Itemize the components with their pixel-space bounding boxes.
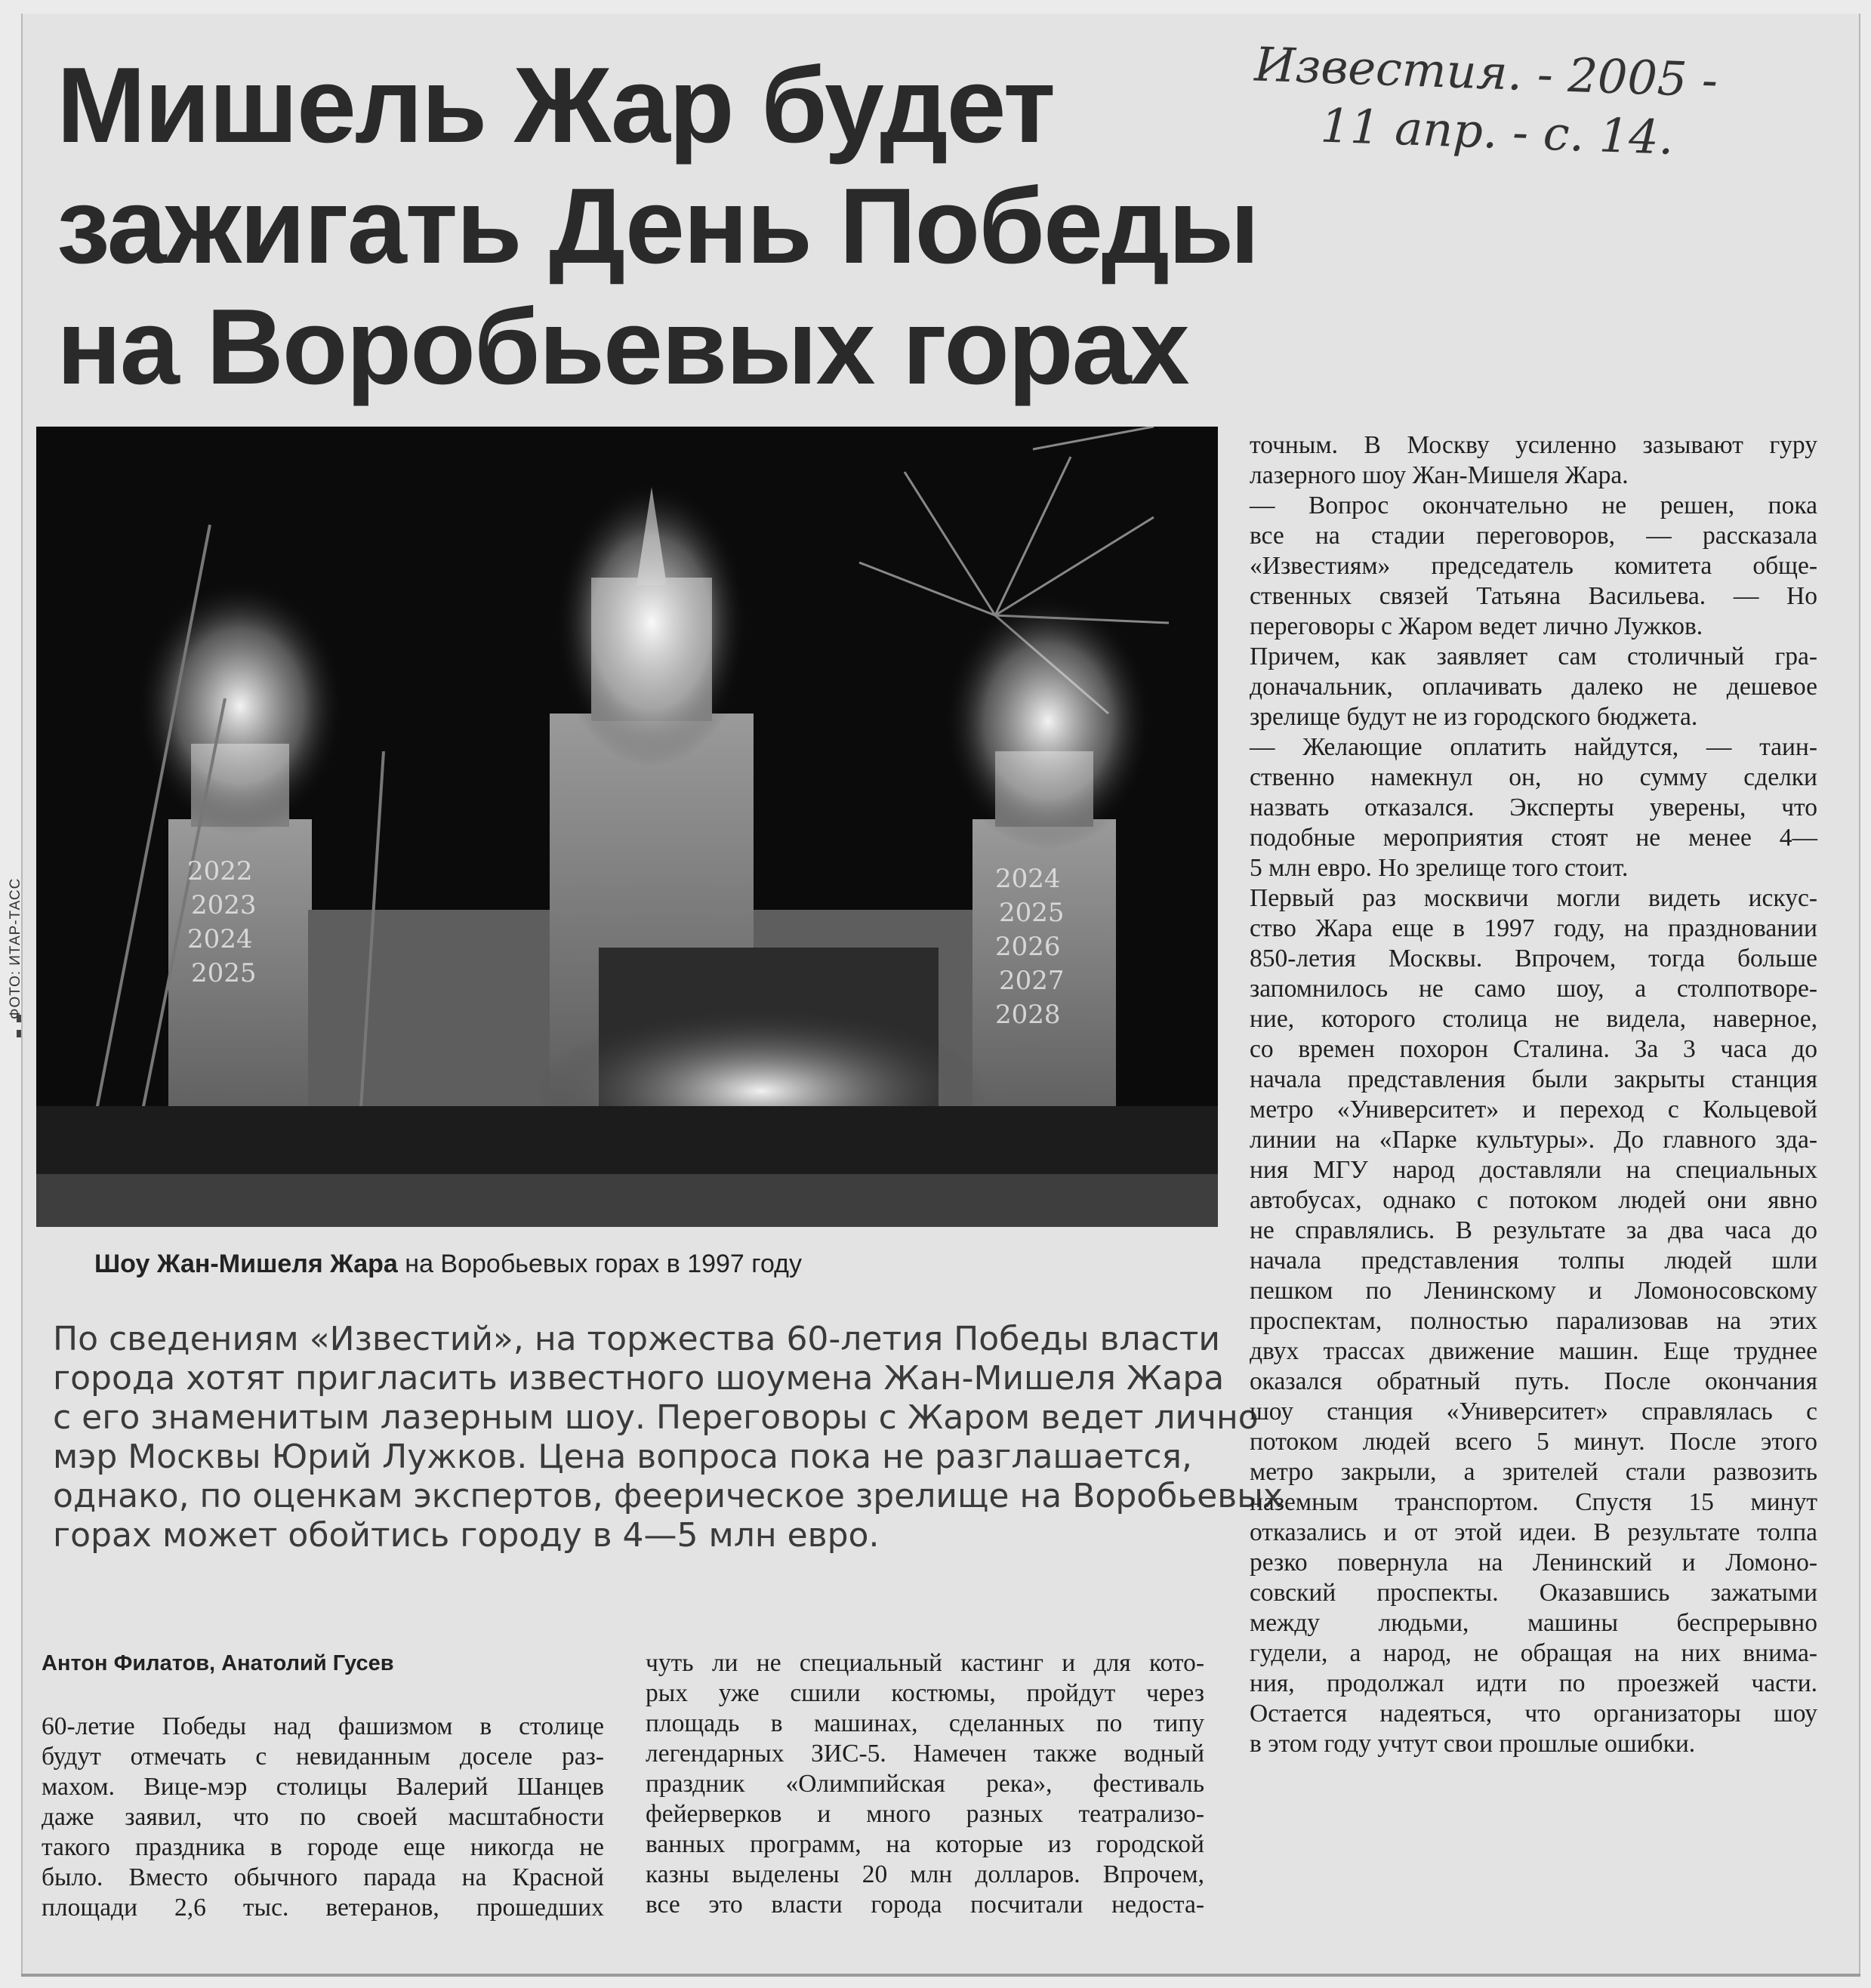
text-line: между людьми, машины беспрерывно	[1250, 1609, 1817, 1637]
text-line: ственно намекнул он, но сумму сделки	[1250, 763, 1817, 791]
text-line: легендарных ЗИС-5. Намечен также водный	[646, 1740, 1204, 1768]
text-line: метро закрыли, а зрителей стали развозить	[1250, 1458, 1817, 1486]
lead-line: горах может обойтись городу в 4—5 млн евро.	[53, 1516, 880, 1555]
text-line: ния МГУ народ доставляли на специальных	[1250, 1156, 1817, 1184]
text-line: доначальник, оплачивать далеко не дешевое	[1250, 673, 1817, 701]
text-line: «Известиям» председатель комитета обще-	[1250, 552, 1817, 580]
text-line: начала представления были закрыты станция	[1250, 1065, 1817, 1093]
text-line: совский проспекты. Оказавшись зажатыми	[1250, 1579, 1817, 1607]
projected-year: 2024	[187, 924, 253, 954]
column-left	[42, 1712, 604, 1923]
text-line: ство Жара еще в 1997 году, на праздновании	[1250, 914, 1817, 942]
caption-rest: на Воробьевых горах в 1997 году	[397, 1250, 802, 1278]
projected-year: 2022	[187, 856, 253, 886]
text-line: точным. В Москву усиленно зазывают гуру	[1250, 431, 1817, 459]
projected-year: 2028	[995, 1000, 1061, 1030]
text-line: Причем, как заявляет сам столичный гра-	[1250, 643, 1817, 670]
lead-line: По сведениям «Известий», на торжества 60-летия Победы власти	[53, 1320, 1220, 1358]
text-line: пешком по Ленинскому и Ломоносовскому	[1250, 1277, 1817, 1305]
bottom-edge	[21, 1974, 1860, 1977]
headline	[57, 45, 1401, 408]
text-line: гудели, а народ, не обращая на них внима-	[1250, 1639, 1817, 1667]
text-line: ние, которого столица не видела, наверное,	[1250, 1005, 1817, 1033]
text-line: — Желающие оплатить найдутся, — таин-	[1250, 733, 1817, 761]
text-line: такого праздника в городе еще никогда не	[42, 1833, 604, 1861]
text-line: со времен похорон Сталина. За 3 часа до	[1250, 1035, 1817, 1063]
text-line: площадь в машинах, сделанных по типу	[646, 1709, 1204, 1737]
text-line: чуть ли не специальный кастинг и для кото-	[646, 1649, 1204, 1677]
text-line: лазерного шоу Жан-Мишеля Жара.	[1250, 461, 1629, 489]
text-line: Первый раз москвичи могли видеть искус-	[1250, 884, 1817, 912]
text-line: запомнилось не само шоу, а столпотворе-	[1250, 975, 1817, 1003]
text-line: площади 2,6 тыс. ветеранов, прошедших	[42, 1894, 604, 1922]
text-line: начала представления толпы людей шли	[1250, 1247, 1817, 1274]
photo-credit: ФОТО: ИТАР-ТАСС	[8, 877, 23, 1019]
text-line: линии на «Парке культуры». До главного зда-	[1250, 1126, 1817, 1154]
projected-year: 2026	[995, 932, 1061, 962]
headline-line: на Воробьевых горах	[57, 287, 1188, 407]
projected-year: 2023	[191, 890, 257, 920]
text-line: рых уже сшили костюмы, пройдут через	[646, 1679, 1204, 1707]
text-line: резко повернула на Ленинский и Ломоно-	[1250, 1549, 1817, 1577]
column-right	[1250, 430, 1817, 1759]
caption-bold: Шоу Жан-Мишеля Жара	[94, 1250, 398, 1278]
news-photo-fireworks-mgu	[36, 427, 1218, 1227]
text-line: даже заявил, что по своей масштабности	[42, 1803, 604, 1831]
text-line: двух трассах движение машин. Еще труднее	[1250, 1337, 1817, 1365]
text-line: потоком людей всего 5 минут. После этого	[1250, 1428, 1817, 1456]
lead-line: однако, по оценкам экспертов, феерическое зрелище на Воробьевых	[53, 1477, 1284, 1515]
photo-caption	[94, 1250, 802, 1279]
text-line: ния, продолжал идти по проезжей части.	[1250, 1669, 1817, 1697]
text-line: ственных связей Татьяна Васильева. — Но	[1250, 582, 1817, 610]
column-middle	[646, 1648, 1204, 1920]
projected-year: 2024	[995, 864, 1061, 894]
headline-line: зажигать День Победы	[57, 166, 1259, 286]
text-line: проспектам, полностью парализовав на этих	[1250, 1307, 1817, 1335]
text-line: не справлялись. В результате за два часа до	[1250, 1216, 1817, 1244]
text-line: шоу станция «Университет» справлялась с	[1250, 1398, 1817, 1426]
lead-line: города хотят пригласить известного шоумена Жан-Мишеля Жара	[53, 1359, 1225, 1398]
handwritten-source-note	[1252, 35, 1845, 173]
text-line: ванных программ, на которые из городской	[646, 1830, 1204, 1858]
handwritten-line: 11 апр. - с. 14.	[1319, 97, 1675, 165]
lead-line: с его знаменитым лазерным шоу. Переговоры с Жаром ведет лично	[53, 1398, 1259, 1437]
text-line: зрелище будут не из городского бюджета.	[1250, 703, 1698, 731]
text-line: все на стадии переговоров, — рассказала	[1250, 522, 1817, 550]
handwritten-line: Известия. - 2005 -	[1253, 36, 1719, 108]
text-line: переговоры с Жаром ведет лично Лужков.	[1250, 612, 1703, 640]
text-line: оказался обратный путь. После окончания	[1250, 1367, 1817, 1395]
text-line: — Вопрос окончательно не решен, пока	[1250, 492, 1817, 519]
text-line: 60-летие Победы над фашизмом в столице	[42, 1712, 604, 1740]
text-line: 850-летия Москвы. Впрочем, тогда больше	[1250, 945, 1817, 972]
byline: Антон Филатов, Анатолий Гусев	[42, 1651, 394, 1675]
text-line: махом. Вице-мэр столицы Валерий Шанцев	[42, 1773, 604, 1801]
text-line: казны выделены 20 млн долларов. Впрочем,	[646, 1860, 1204, 1888]
text-line: подобные мероприятия стоят не менее 4—	[1250, 824, 1817, 852]
text-line: наземным транспортом. Спустя 15 минут	[1250, 1488, 1817, 1516]
text-line: метро «Университет» и переход с Кольцевой	[1250, 1096, 1817, 1123]
text-line: отказались и от этой идеи. В результате толпа	[1250, 1518, 1817, 1546]
projected-year: 2025	[999, 898, 1065, 928]
projected-year: 2025	[191, 958, 257, 988]
text-line: 5 млн евро. Но зрелище того стоит.	[1250, 854, 1629, 882]
text-line: фейерверков и много разных театрализо-	[646, 1800, 1204, 1828]
lead-line: мэр Москвы Юрий Лужков. Цена вопроса пока не разглашается,	[53, 1438, 1192, 1476]
text-line: будут отмечать с невиданным доселе раз-	[42, 1743, 604, 1771]
projected-year: 2027	[999, 966, 1065, 996]
text-line: все это власти города посчитали недоста-	[646, 1891, 1204, 1919]
text-line: было. Вместо обычного парада на Красной	[42, 1863, 604, 1891]
text-line: праздник «Олимпийская река», фестиваль	[646, 1770, 1204, 1798]
headline-line: Мишель Жар будет	[57, 45, 1055, 165]
lead-paragraph	[53, 1320, 1284, 1555]
text-line: в этом году учтут свои прошлые ошибки.	[1250, 1730, 1696, 1758]
text-line: Остается надеяться, что организаторы шоу	[1250, 1700, 1817, 1728]
text-line: назвать отказался. Эксперты уверены, что	[1250, 794, 1817, 821]
text-line: автобусах, однако с потоком людей они явно	[1250, 1186, 1817, 1214]
